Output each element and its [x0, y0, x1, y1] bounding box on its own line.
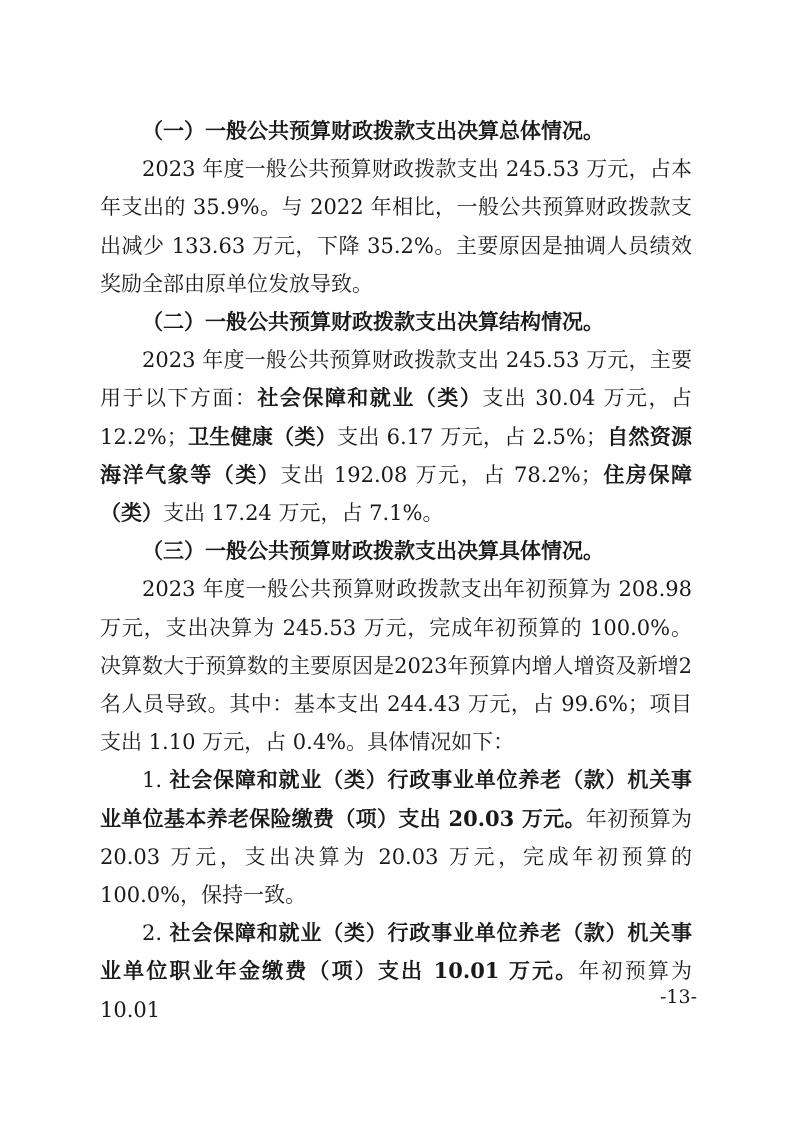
document-body: [100, 112, 692, 1029]
section-heading-specific: （三）一般公共预算财政拨款支出决算具体情况。: [142, 538, 604, 564]
detail-item-text: 年初预算为 20.03 万元，支出决算为 20.03 万元，完成年初预算的 100.0%，保持一致。: [100, 806, 692, 908]
detail-item-number: 2.: [142, 921, 170, 946]
page-number: -13-: [659, 986, 697, 1008]
paragraph-structure: [100, 341, 692, 532]
structure-item-label: 自然资源海洋气象等（类）: [100, 423, 693, 487]
detail-item-text: 年初预算为 10.01: [100, 959, 693, 1022]
detail-item-number: 1.: [142, 768, 170, 793]
detail-item-title: 社会保障和就业（类）行政事业单位养老（款）机关事业单位基本养老保险缴费（项）支出 20.03 万元。: [100, 767, 692, 831]
section-heading-structure: （二）一般公共预算财政拨款支出决算结构情况。: [142, 309, 604, 335]
structure-item-label: 卫生健康（类）: [187, 423, 338, 449]
detail-item: [100, 914, 692, 1029]
paragraph-overall: 2023 年度一般公共预算财政拨款支出 245.53 万元，占本年支出的 35.9%。与 2022 年相比，一般公共预算财政拨款支出减少 133.63 万元，下降 35.2%。主要原因是抽调人员绩效奖励全部由原单位发放导致。: [100, 157, 692, 296]
detail-item-title: 社会保障和就业（类）行政事业单位养老（款）机关事业单位职业年金缴费（项）支出 10.01 万元。: [100, 920, 692, 984]
structure-item-label: 社会保障和就业（类）: [257, 385, 483, 411]
structure-item-text: 支出 192.08 万元，占 78.2%；: [280, 462, 602, 487]
structure-item-label: 住房保障（类）: [100, 461, 693, 526]
structure-intro: 2023 年度一般公共预算财政拨款支出 245.53 万元，主要用于以下方面：: [100, 348, 692, 411]
section-heading-overall: （一）一般公共预算财政拨款支出决算总体情况。: [142, 118, 604, 143]
structure-item-text: 支出 17.24 万元，占 7.1%。: [163, 501, 444, 526]
paragraph-specific: 2023 年度一般公共预算财政拨款支出年初预算为 208.98 万元，支出决算为 245.53 万元，完成年初预算的 100.0%。决算数大于预算数的主要原因是2023年预算内增人增资及新增2名人员导致。其中：基本支出 244.43 万元，占 99.6%；项目支出 1.10 万元，占 0.4%。具体情况如下：: [100, 577, 692, 755]
detail-item: [100, 761, 692, 914]
structure-item-text: 支出 6.17 万元，占 2.5%；: [337, 424, 607, 449]
structure-item-text: 支出 30.04 万元，占 12.2%；: [100, 386, 693, 449]
